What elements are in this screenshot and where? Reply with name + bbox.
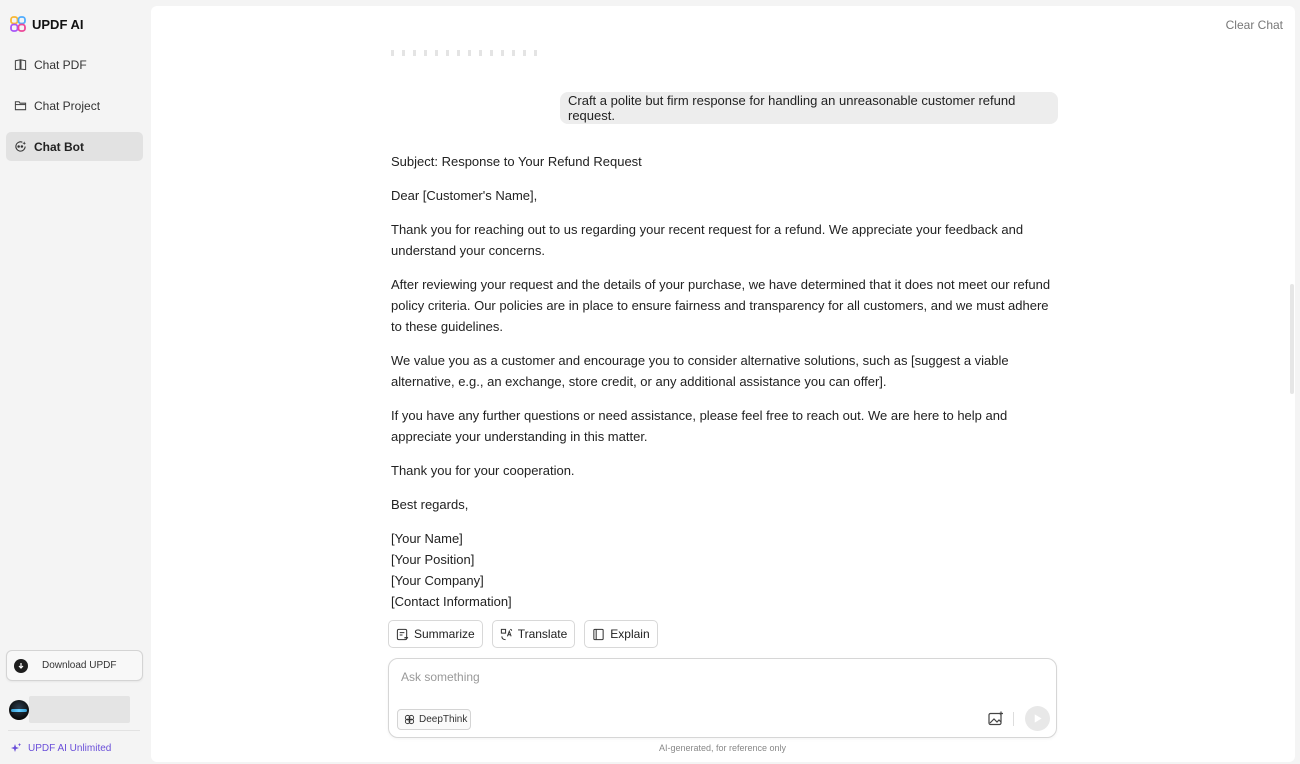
ask-input[interactable] [401, 667, 1001, 687]
ai-response [391, 151, 1051, 612]
response-paragraph: Thank you for reaching out to us regarding your recent request for a refund. We appreciate your feedback and understand your concerns. [391, 222, 1024, 258]
quick-actions [388, 620, 658, 648]
upgrade-label: UPDF AI Unlimited [28, 742, 112, 754]
avatar [9, 700, 29, 720]
user-name-redacted [29, 696, 130, 723]
explain-label: Explain [610, 627, 650, 641]
book-icon [14, 58, 27, 71]
sidebar-item-chat-pdf[interactable] [6, 50, 143, 79]
sidebar-item-label: Chat Bot [34, 139, 84, 154]
response-paragraph: If you have any further questions or need assistance, please feel free to reach out. We are here to help and appreciate your understanding in this matter. [391, 408, 1008, 444]
sidebar [0, 0, 150, 764]
explain-button[interactable] [584, 620, 657, 648]
download-label: Download UPDF [42, 660, 117, 671]
translate-icon [500, 628, 513, 641]
download-updf-button[interactable] [6, 650, 143, 681]
deepthink-toggle[interactable] [397, 709, 471, 730]
chat-panel [151, 6, 1295, 762]
translate-button[interactable] [492, 620, 576, 648]
updf-logo-icon [10, 16, 26, 32]
bot-icon [14, 140, 27, 153]
sidebar-divider [8, 730, 140, 731]
explain-book-icon [592, 628, 605, 641]
summarize-icon [396, 628, 409, 641]
user-profile[interactable] [9, 696, 130, 723]
sidebar-item-label: Chat Project [34, 98, 101, 113]
response-paragraph: We value you as a customer and encourage you to consider alternative solutions, such as [suggest a viable alternative, e.g., an exchange, store credit, or any additional assistance you can offer]. [391, 353, 1009, 389]
upgrade-link[interactable] [10, 742, 111, 754]
faded-previous-content [391, 50, 541, 56]
signature-contact: [Contact Information] [391, 594, 512, 609]
sidebar-item-chat-project[interactable] [6, 91, 143, 120]
download-icon [14, 659, 28, 673]
composer-divider [1013, 712, 1014, 726]
sidebar-item-chat-bot[interactable] [6, 132, 143, 161]
user-message-text: Craft a polite but firm response for handling an unreasonable customer refund request. [568, 93, 1016, 123]
clear-chat-button[interactable]: Clear Chat [1225, 18, 1283, 32]
signature-company: [Your Company] [391, 573, 484, 588]
translate-label: Translate [517, 627, 568, 641]
brand-name: UPDF AI [32, 16, 84, 32]
response-paragraph: Thank you for your cooperation. [391, 463, 575, 478]
sidebar-item-label: Chat PDF [34, 57, 87, 72]
response-greeting: Dear [Customer's Name], [391, 188, 538, 203]
scrollbar[interactable] [1290, 284, 1294, 394]
response-subject: Subject: Response to Your Refund Request [391, 154, 642, 169]
signature-position: [Your Position] [391, 552, 475, 567]
response-closing: Best regards, [391, 497, 469, 512]
summarize-button[interactable] [388, 620, 483, 648]
send-button[interactable] [1025, 706, 1050, 731]
message-composer [388, 658, 1057, 738]
send-icon [1032, 713, 1043, 724]
response-signature [391, 528, 1051, 612]
signature-name: [Your Name] [391, 531, 463, 546]
deepthink-label: DeepThink [419, 714, 468, 725]
response-paragraph: After reviewing your request and the details of your purchase, we have determined that it does not meet our refund policy criteria. Our policies are in place to ensure fairness and transparency for all customers, and we must adhere to these guidelines. [391, 277, 1051, 334]
image-upload-icon[interactable] [987, 710, 1005, 728]
deepthink-icon [404, 714, 415, 725]
ai-disclaimer: AI-generated, for reference only [658, 743, 787, 753]
summarize-label: Summarize [414, 627, 475, 641]
folder-icon [14, 99, 27, 112]
brand[interactable] [10, 14, 84, 34]
user-message-bubble [560, 92, 1058, 124]
sparkle-icon [10, 742, 22, 754]
